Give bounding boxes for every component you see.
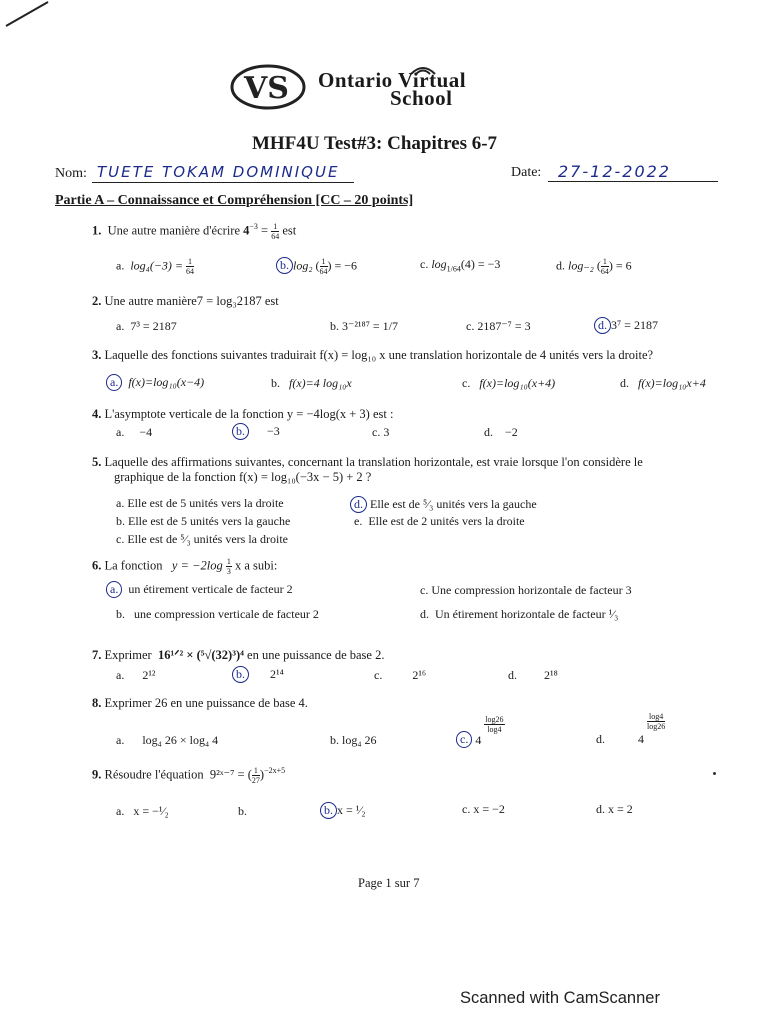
q6-option-b[interactable]: b. une compression verticale de facteur 2	[116, 607, 319, 621]
q7-option-a[interactable]: a. 2¹²	[116, 668, 156, 682]
q9-option-d[interactable]: d. x = 2	[596, 802, 633, 816]
question-6: 6. La fonction y = −2log $\frac{1}{3}$ x a subi:	[92, 557, 278, 576]
q2-option-a[interactable]: a. 7³ = 2187	[116, 319, 177, 333]
q7-option-d[interactable]: d. 2¹⁸	[508, 668, 558, 682]
q7-option-b[interactable]: b. 2¹⁴	[232, 666, 284, 683]
q9-option-a[interactable]: a. x = −¹⁄₂	[116, 804, 169, 818]
school-name-line2: School	[390, 86, 453, 110]
q9-option-c[interactable]: c. x = −2	[462, 802, 505, 816]
page-title: MHF4U Test#3: Chapitres 6-7	[252, 133, 498, 154]
q7-option-c[interactable]: c. 2¹⁶	[374, 668, 427, 682]
section-heading: Partie A – Connaissance et Compréhension [CC – 20 points]	[55, 193, 414, 208]
question-8: 8. Exprimer 26 en une puissance de base 4.	[92, 696, 308, 710]
question-1: 1. Une autre manière d'écrire $4^{-3}$ = $\frac{1}{64}$ est	[92, 222, 297, 241]
answer-circle: b.	[276, 257, 293, 274]
q4-option-c[interactable]: c. 3	[372, 425, 390, 439]
scan-dot	[713, 772, 716, 775]
answer-circle: d.	[350, 496, 367, 513]
name-value: TUETE TOKAM DOMINIQUE	[97, 163, 340, 181]
q2-option-c[interactable]: c. 2187⁻⁷ = 3	[466, 319, 531, 333]
pen-stroke	[2, 0, 52, 30]
logo-mark-icon	[230, 62, 310, 112]
q8-option-a[interactable]: a. log₄ 26 × log₄ 4	[116, 733, 219, 747]
q8-option-c[interactable]: c. 4 $\frac{\log 26}{\log 4}$	[456, 715, 505, 749]
q3-option-d[interactable]: d. f(x)=log₁₀x+4	[620, 376, 706, 390]
answer-circle: b.	[320, 802, 337, 819]
q4-option-d[interactable]: d. −2	[484, 425, 518, 439]
question-4: 4. L'asymptote verticale de la fonction y = −4log(x + 3) est :	[92, 407, 394, 421]
q3-option-c[interactable]: c. f(x)=log₁₀(x+4)	[462, 376, 556, 390]
q2-option-b[interactable]: b. 3⁻²¹⁸⁷ = 1/7	[330, 319, 398, 333]
q1-option-c[interactable]: c. $\log_{1/64}(4) = -3$	[420, 257, 501, 274]
page-number: Page 1 sur 7	[358, 876, 420, 890]
svg-text:VS: VS	[244, 71, 289, 106]
q6-option-c[interactable]: c. Une compression horizontale de facteur 3	[420, 583, 632, 597]
q1-option-d[interactable]: d. log₋₂ ( $\frac{1}{64}$ ) = 6	[556, 257, 632, 276]
q5-option-c[interactable]: c. Elle est de ⁵⁄₃ unités vers la droite	[116, 532, 288, 546]
date-label: Date:	[511, 165, 542, 180]
q2-option-d[interactable]: d. 3⁷ = 2187	[594, 317, 658, 334]
q1-option-a[interactable]: a. log₄(−3) = $\frac{1}{64}$	[116, 257, 195, 276]
q8-option-b[interactable]: b. log₄ 26	[330, 733, 377, 747]
answer-circle: c.	[456, 731, 472, 748]
answer-circle: b.	[232, 423, 249, 440]
q3-option-b[interactable]: b. f(x)=4 log₁₀x	[271, 376, 352, 390]
question-2: 2. Une autre manière7 = log₃2187 est	[92, 294, 279, 308]
school-name-line1: Ontario Virtual	[318, 68, 467, 92]
q5-option-d[interactable]: d. Elle est de ⁵⁄₃ unités vers la gauche	[350, 496, 537, 513]
q9-option-b[interactable]: b.	[238, 804, 247, 818]
date-value: 27-12-2022	[558, 162, 671, 181]
question-5: 5. Laquelle des affirmations suivantes, concernant la translation horizontale, est vraie lorsque l'on considère le graphique de la fonction f(x) = log₁₀(−3x − 5) + 2 ?	[92, 455, 643, 484]
q3-option-a[interactable]: a. f(x)=log₁₀(x−4)	[106, 374, 204, 391]
answer-circle: b.	[232, 666, 249, 683]
question-3: 3. Laquelle des fonctions suivantes traduirait f(x) = log₁₀ x une translation horizontale de 4 unités vers la droite?	[92, 348, 654, 362]
question-9: 9. Résoudre l'équation 9²ˣ⁻⁷ = ( $\frac{1}{27}$ )$^{-2x+5}$	[92, 766, 286, 785]
q5-option-e[interactable]: e. Elle est de 2 unités vers la droite	[354, 514, 525, 528]
school-logo	[230, 62, 310, 112]
q4-option-a[interactable]: a. −4	[116, 425, 153, 439]
q6-option-d[interactable]: d. Un étirement horizontale de facteur ¹⁄₃	[420, 607, 619, 621]
q6-option-a[interactable]: a. un étirement verticale de facteur 2	[106, 581, 293, 598]
scanner-watermark: Scanned with CamScanner	[460, 989, 660, 1007]
q4-option-b[interactable]: b. −3	[232, 423, 280, 440]
answer-circle: a.	[106, 374, 122, 391]
question-7: 7. Exprimer 16¹ᐟ² × (⁵√(32)³)⁴ en une puissance de base 2.	[92, 648, 385, 662]
q9-option-b-circled[interactable]: b. x = ¹⁄₂	[320, 802, 366, 819]
answer-circle: d.	[594, 317, 611, 334]
q5-option-b[interactable]: b. Elle est de 5 unités vers la gauche	[116, 514, 291, 528]
name-label: Nom:	[55, 166, 87, 181]
q5-option-a[interactable]: a. Elle est de 5 unités vers la droite	[116, 496, 284, 510]
answer-circle: a.	[106, 581, 122, 598]
date-underline	[548, 181, 718, 182]
q8-option-d[interactable]: d. 4 $\frac{\log 4}{\log 26}$	[596, 712, 666, 746]
wifi-icon	[408, 62, 438, 76]
name-underline	[92, 182, 354, 183]
q1-option-b[interactable]: b. log₂ ( $\frac{1}{64}$ ) = −6	[276, 257, 357, 276]
